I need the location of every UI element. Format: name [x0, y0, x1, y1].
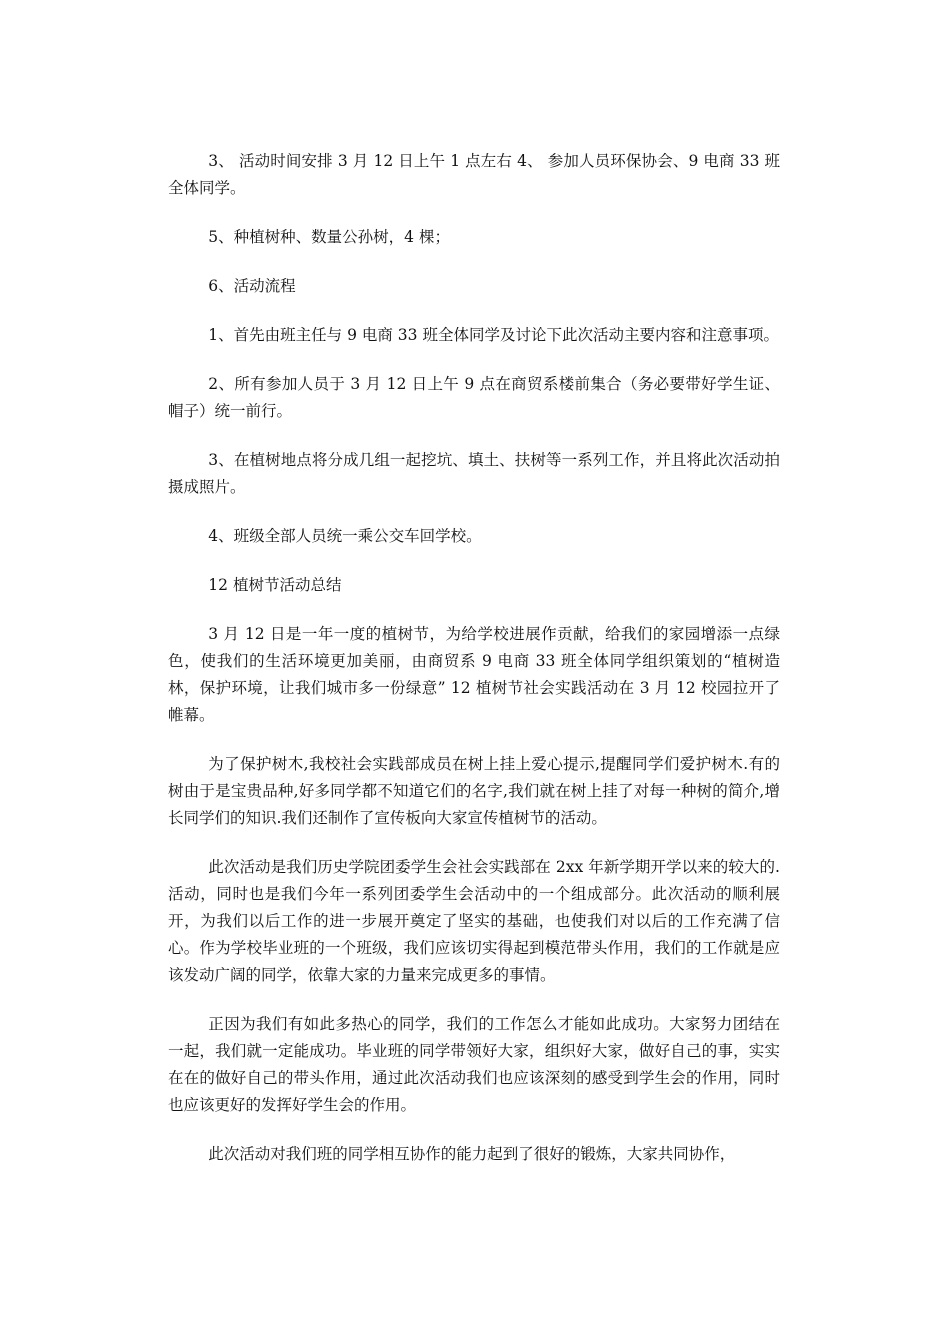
paragraph-success: 正因为我们有如此多热心的同学，我们的工作怎么才能如此成功。大家努力团结在一起，我们就一定能成功。毕业班的同学带领好大家，组织好大家，做好自己的事，实实在在的做好自己的带头作用，通过此次活动我们也应该深刻的感受到学生会的作用，同时也应该更好的发挥好学生会的作用。	[168, 1015, 780, 1114]
section-title-summary: 12 植树节活动总结	[208, 576, 342, 594]
paragraph-step-4: 4、班级全部人员统一乘公交车回学校。	[208, 527, 482, 545]
paragraph-teamwork: 此次活动对我们班的同学相互协作的能力起到了很好的锻炼，大家共同协作，	[208, 1145, 736, 1163]
paragraph-step-2: 2、所有参加人员于 3 月 12 日上午 9 点在商贸系楼前集合（务必要带好学生证、帽子）统一前行。	[168, 375, 780, 420]
paragraph-step-1: 1、首先由班主任与 9 电商 33 班全体同学及讨论下此次活动主要内容和注意事项。	[208, 326, 779, 344]
paragraph-step-3: 3、在植树地点将分成几组一起挖坑、填土、扶树等一系列工作，并且将此次活动拍摄成照片。	[168, 451, 780, 496]
document-body	[168, 148, 780, 1190]
paragraph-activity-time: 3、 活动时间安排 3 月 12 日上午 1 点左右 4、 参加人员环保协会、9 电商 33 班全体同学。	[168, 152, 780, 197]
paragraph-tree-species: 5、种植树种、数量公孙树，4 棵；	[208, 228, 450, 246]
paragraph-activity-process-heading: 6、活动流程	[208, 277, 296, 295]
paragraph-summary-intro: 3 月 12 日是一年一度的植树节，为给学校进展作贡献，给我们的家园增添一点绿色，使我们的生活环境更加美丽，由商贸系 9 电商 33 班全体同学组织策划的“植树造林，保护环境，让我们城市多一份绿意” 12 植树节社会实践活动在 3 月 12 校园拉开了帷幕。	[168, 625, 780, 724]
paragraph-activity-significance: 此次活动是我们历史学院团委学生会社会实践部在 2xx 年新学期开学以来的较大的.活动，同时也是我们今年一系列团委学生会活动中的一个组成部分。此次活动的顺利展开，为我们以后工作的进一步展开奠定了坚实的基础，也使我们对以后的工作充满了信心。作为学校毕业班的一个班级，我们应该切实得起到模范带头作用，我们的工作就是应该发动广阔的同学，依靠大家的力量来完成更多的事情。	[168, 858, 780, 984]
paragraph-tree-protection: 为了保护树木,我校社会实践部成员在树上挂上爱心提示,提醒同学们爱护树木.有的树由于是宝贵品种,好多同学都不知道它们的名字,我们就在树上挂了对每一种树的简介,增长同学们的知识.我们还制作了宣传板向大家宣传植树节的活动。	[168, 755, 780, 827]
